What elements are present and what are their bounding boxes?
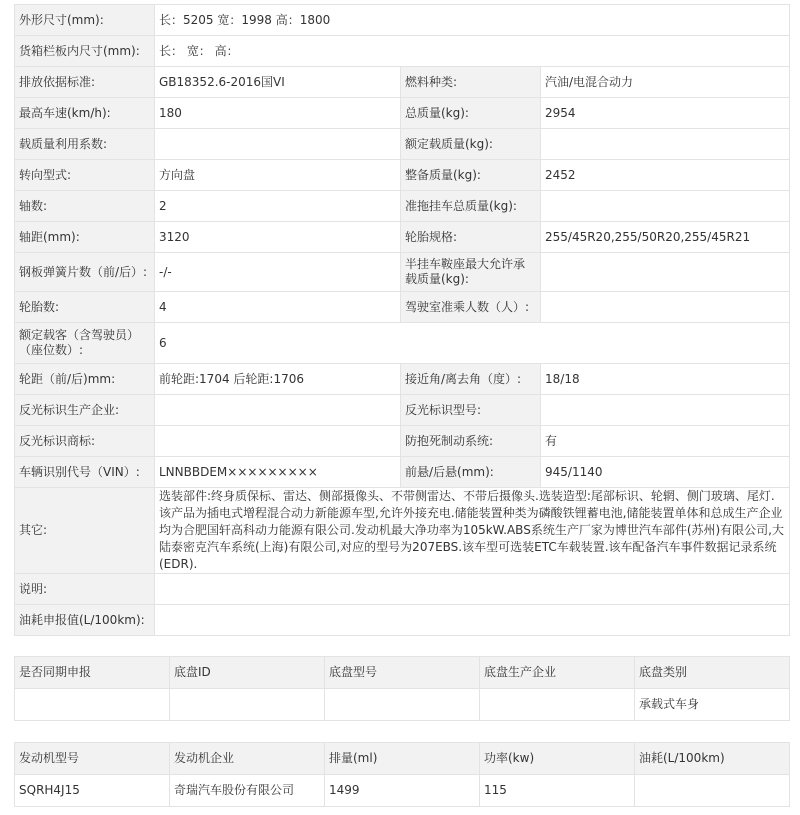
chassis-table — [14, 656, 790, 721]
curb-mass-label: 整备质量(kg): — [401, 160, 541, 191]
note-value — [155, 574, 790, 605]
passengers-label: 额定载客（含驾驶员）（座位数）: — [15, 323, 155, 364]
other-value: 选装部件:终身质保标、雷达、侧部摄像头、不带侧雷达、不带后摄像头.选装造型:尾部标识、轮辋、侧门玻璃、尾灯.该产品为插电式增程混合动力新能源车型,允许外接充电.储能装置种类为磷酸铁锂蓄电池,储能装置单体和总成生产企业均为合肥国轩高科动力能源有限公司.发动机最大净功率为105kW.ABS系统生产厂家为博世汽车部件(苏州)有限公司,大陆泰密克汽车系统(上海)有限公司,对应的型号为207EBS.该车型可选装ETC车载装置.该车配备汽车事件数据记录系统(EDR). — [155, 488, 790, 574]
load-coeff-label: 载质量利用系数: — [15, 129, 155, 160]
column-header: 排量(ml) — [325, 743, 480, 775]
tire-value: 255/45R20,255/50R20,255/45R21 — [541, 222, 790, 253]
fuel-type-value: 汽油/电混合动力 — [541, 67, 790, 98]
column-header: 是否同期申报 — [15, 657, 170, 689]
spec-table — [14, 4, 790, 636]
reflect-maker-value — [155, 395, 401, 426]
load-coeff-value — [155, 129, 401, 160]
table-row — [15, 457, 790, 488]
max-speed-value: 180 — [155, 98, 401, 129]
column-header: 底盘ID — [170, 657, 325, 689]
vin-value: LNNBBDEM××××××××× — [155, 457, 401, 488]
track-label: 轮距（前/后)mm: — [15, 364, 155, 395]
table-cell: 1499 — [325, 775, 480, 807]
table-row — [15, 222, 790, 253]
tire-count-label: 轮胎数: — [15, 292, 155, 323]
reflect-maker-label: 反光标识生产企业: — [15, 395, 155, 426]
other-label: 其它: — [15, 488, 155, 574]
leaf-spring-label: 钢板弹簧片数（前/后）: — [15, 253, 155, 292]
dimensions-label: 外形尺寸(mm): — [15, 5, 155, 36]
steering-value: 方向盘 — [155, 160, 401, 191]
emission-label: 排放依据标准: — [15, 67, 155, 98]
note-label: 说明: — [15, 574, 155, 605]
passengers-value: 6 — [155, 323, 790, 364]
saddle-load-label: 半挂车鞍座最大允许承载质量(kg): — [401, 253, 541, 292]
table-cell — [635, 775, 790, 807]
axles-label: 轴数: — [15, 191, 155, 222]
fuel-consumption-label: 油耗申报值(L/100km): — [15, 605, 155, 636]
table-row — [15, 36, 790, 67]
table-row — [15, 364, 790, 395]
gross-mass-label: 总质量(kg): — [401, 98, 541, 129]
table-cell: 承载式车身 — [635, 689, 790, 721]
table-row — [15, 292, 790, 323]
reflect-model-value — [541, 395, 790, 426]
table-cell: 115 — [480, 775, 635, 807]
reflect-model-label: 反光标识型号: — [401, 395, 541, 426]
steering-label: 转向型式: — [15, 160, 155, 191]
cargo-value: 长： 宽： 高： — [155, 36, 790, 67]
abs-value: 有 — [541, 426, 790, 457]
table-header-row — [15, 743, 790, 775]
tire-count-value: 4 — [155, 292, 401, 323]
column-header: 发动机型号 — [15, 743, 170, 775]
track-value: 前轮距:1704 后轮距:1706 — [155, 364, 401, 395]
table-header-row — [15, 657, 790, 689]
table-row — [15, 574, 790, 605]
overhang-value: 945/1140 — [541, 457, 790, 488]
table-row — [15, 5, 790, 36]
abs-label: 防抱死制动系统: — [401, 426, 541, 457]
table-row — [15, 488, 790, 574]
column-header: 油耗(L/100km) — [635, 743, 790, 775]
dimensions-value: 长：5205 宽：1998 高：1800 — [155, 5, 790, 36]
table-row — [15, 67, 790, 98]
table-cell: SQRH4J15 — [15, 775, 170, 807]
vin-label: 车辆识别代号（VIN）: — [15, 457, 155, 488]
table-row — [15, 323, 790, 364]
table-row — [15, 98, 790, 129]
trailer-mass-value — [541, 191, 790, 222]
table-row — [15, 426, 790, 457]
leaf-spring-value: -/- — [155, 253, 401, 292]
table-row — [15, 395, 790, 426]
table-cell: 奇瑞汽车股份有限公司 — [170, 775, 325, 807]
reflect-brand-value — [155, 426, 401, 457]
overhang-label: 前悬/后悬(mm): — [401, 457, 541, 488]
fuel-type-label: 燃料种类: — [401, 67, 541, 98]
table-row — [15, 605, 790, 636]
table-row — [15, 160, 790, 191]
table-cell — [325, 689, 480, 721]
table-row — [15, 253, 790, 292]
cab-seats-value — [541, 292, 790, 323]
column-header: 底盘生产企业 — [480, 657, 635, 689]
table-row — [15, 689, 790, 721]
table-row — [15, 191, 790, 222]
axles-value: 2 — [155, 191, 401, 222]
rated-load-label: 额定载质量(kg): — [401, 129, 541, 160]
table-row — [15, 775, 790, 807]
cab-seats-label: 驾驶室准乘人数（人）: — [401, 292, 541, 323]
cargo-label: 货箱栏板内尺寸(mm): — [15, 36, 155, 67]
emission-value: GB18352.6-2016国VI — [155, 67, 401, 98]
column-header: 底盘类别 — [635, 657, 790, 689]
trailer-mass-label: 准拖挂车总质量(kg): — [401, 191, 541, 222]
tire-label: 轮胎规格: — [401, 222, 541, 253]
column-header: 功率(kw) — [480, 743, 635, 775]
column-header: 发动机企业 — [170, 743, 325, 775]
fuel-consumption-value — [155, 605, 790, 636]
wheelbase-value: 3120 — [155, 222, 401, 253]
gross-mass-value: 2954 — [541, 98, 790, 129]
table-cell — [170, 689, 325, 721]
max-speed-label: 最高车速(km/h): — [15, 98, 155, 129]
saddle-load-value — [541, 253, 790, 292]
table-row — [15, 129, 790, 160]
curb-mass-value: 2452 — [541, 160, 790, 191]
table-cell — [15, 689, 170, 721]
rated-load-value — [541, 129, 790, 160]
table-cell — [480, 689, 635, 721]
reflect-brand-label: 反光标识商标: — [15, 426, 155, 457]
column-header: 底盘型号 — [325, 657, 480, 689]
angle-value: 18/18 — [541, 364, 790, 395]
engine-table — [14, 742, 790, 807]
wheelbase-label: 轴距(mm): — [15, 222, 155, 253]
angle-label: 接近角/离去角（度）: — [401, 364, 541, 395]
